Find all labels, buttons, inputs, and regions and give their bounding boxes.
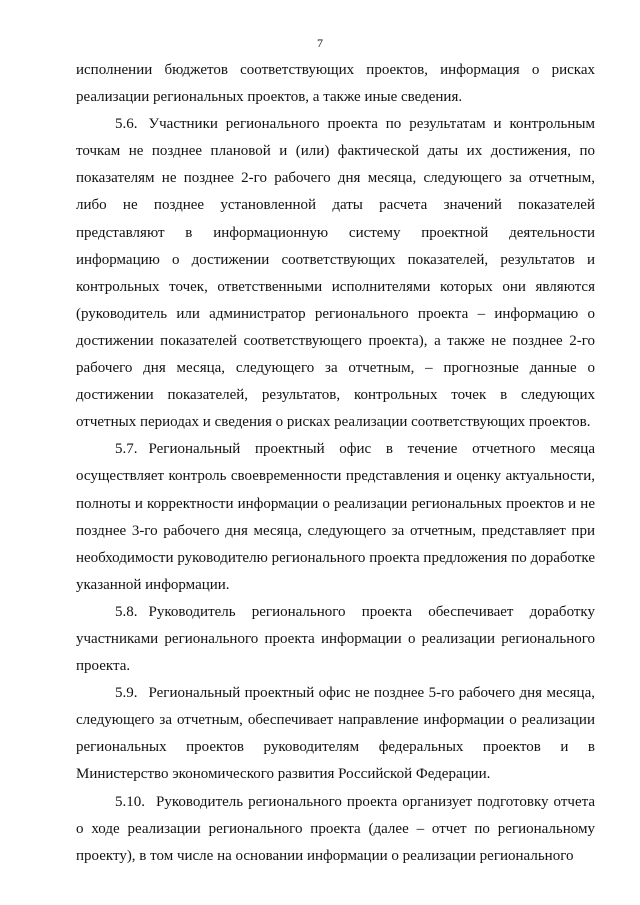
- paragraph-number: 5.8.: [115, 603, 138, 620]
- document-body: [76, 57, 595, 870]
- paragraph-5-8: [76, 599, 595, 680]
- page-number: 7: [317, 36, 323, 50]
- paragraph-5-7: [76, 436, 595, 599]
- paragraph-5-6: [76, 111, 595, 436]
- paragraph-number: 5.6.: [115, 116, 138, 133]
- paragraph-5-10: [76, 789, 595, 870]
- paragraph-text: Руководитель регионального проекта обеспечивает доработку участниками регионального проекта информации о реализации регионального проекта.: [76, 603, 595, 675]
- paragraph-text: Региональный проектный офис в течение отчетного месяца осуществляет контроль своевременности представления и оценку актуальности, полноты и корректности информации о реализации региональных проектов и не позднее 3-го рабочего дня месяца, следующего за отчетным, представляет при необходимости руководителю регионального проекта предложения по доработке указанной информации.: [76, 441, 595, 593]
- paragraph-text: Участники регионального проекта по результатам и контрольным точкам не позднее плановой и (или) фактической даты их достижения, по показателям не позднее 2-го рабочего дня месяца, следующего за отчетным, либо не позднее установленной даты расчета значений показателей представляют в информационную систему проектной деятельности информацию о достижении соответствующих показателей, результатов и контрольных точек, ответственными исполнителями которых они являются (руководитель или администратор регионального проекта – информацию о достижении показателей соответствующего проекта), а также не позднее 2-го рабочего дня месяца, следующего за отчетным, – прогнозные данные о достижении показателей, результатов, контрольных точек в следующих отчетных периодах и сведения о рисках реализации соответствующих проектов.: [76, 116, 595, 431]
- paragraph-5-9: [76, 680, 595, 788]
- paragraph-text: Региональный проектный офис не позднее 5-го рабочего дня месяца, следующего за отчетным, обеспечивает направление информации о реализации региональных проектов руководителям федеральных проектов и в Министерство экономического развития Российской Федерации.: [76, 685, 595, 783]
- paragraph-continuation: [76, 57, 595, 111]
- paragraph-number: 5.9.: [115, 685, 138, 702]
- paragraph-number: 5.10.: [115, 793, 145, 810]
- paragraph-text: Руководитель регионального проекта организует подготовку отчета о ходе реализации регионального проекта (далее – отчет по региональному проекту), в том числе на основании информации о реализации регионального: [76, 793, 595, 864]
- paragraph-text: исполнении бюджетов соответствующих проектов, информация о рисках реализации региональных проектов, а также иные сведения.: [76, 62, 595, 106]
- paragraph-number: 5.7.: [115, 441, 138, 458]
